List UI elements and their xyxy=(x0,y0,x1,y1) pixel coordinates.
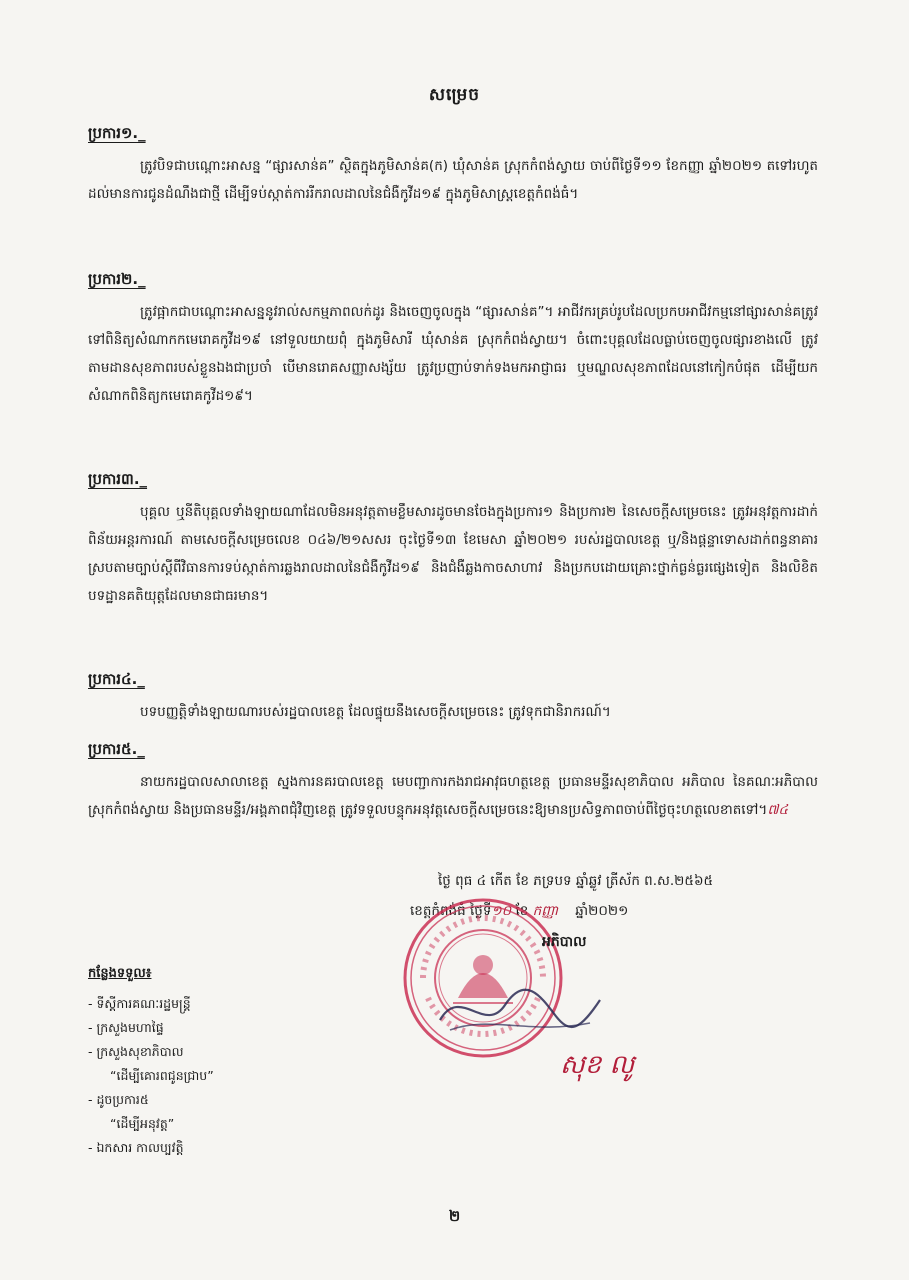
recipient-note: “ដើម្បីអនុវត្ត” xyxy=(110,1116,175,1131)
lunar-date: ថ្ងៃ ពុធ ៤ កើត ខែ ភទ្របទ ឆ្នាំឆ្លូវ ត្រីស័ក ព.ស.២៥៦៥ xyxy=(438,873,714,889)
article-3-heading: ប្រការ៣._ xyxy=(88,470,148,488)
place-date-day: ១០ xyxy=(491,903,512,919)
place-date-year: ឆ្នាំ២០២១ xyxy=(575,903,629,919)
page-number: ២ xyxy=(448,1207,461,1225)
article-3-body: បុគ្គល ឬនីតិបុគ្គលទាំងឡាយណាដែលមិនអនុវត្តតាមខ្លឹមសារដូចមានចែងក្នុងប្រការ១ និងប្រការ២ នៃសេចក្ដីសម្រេចនេះ ត្រូវអនុវត្តការដាក់ពិន័យអន្តរការណ៍ តាមសេចក្ដីសម្រេចលេខ ០៤៦/២១សសរ ចុះថ្ងៃទី១៣ ខែមេសា ឆ្នាំ២០២១ របស់រដ្ឋបាលខេត្ត ឬ/និងផ្តន្ទាទោសដាក់ពន្ធនាគារស្របតាមច្បាប់ស្ដីពីវិធានការទប់ស្កាត់ការឆ្លងរាលដាលនៃជំងឺកូវីដ១៩ និងជំងឺឆ្លងកាចសាហាវ និងប្រកបដោយគ្រោះថ្នាក់ធ្ងន់ធ្ងរផ្សេងទៀត និងលិខិតបទដ្ឋានគតិយុត្តដែលមានជាធរមាន។ xyxy=(88,504,818,604)
recipient-item: - ទីស្ដីការគណៈរដ្ឋមន្ត្រី xyxy=(88,996,191,1011)
article-2-body: ត្រូវផ្អាកជាបណ្ដោះអាសន្ននូវរាល់សកម្មភាពលក់ដូរ និងចេញចូលក្នុង “ផ្សារសាន់គ”។ អាជីវករគ្រប់រូបដែលប្រកបអាជីវកម្មនៅផ្សារសាន់គត្រូវទៅពិនិត្យសំណាកកមេរោគកូវីដ១៩ នៅទួលយាយពុំ ក្នុងភូមិសារី ឃុំសាន់គ ស្រុកកំពង់ស្វាយ។ ចំពោះបុគ្គលដែលធ្លាប់ចេញចូលផ្សារខាងលើ ត្រូវតាមដានសុខភាពរបស់ខ្លួនឯងជាប្រចាំ បើមានរោគសញ្ញាសង្ស័យ ត្រូវប្រញាប់ទាក់ទងមកអាជ្ញាធរ ឬមណ្ឌលសុខភាពដែលនៅកៀកបំផុត ដើម្បីយកសំណាកពិនិត្យកមេរោគកូវីដ១៩។ xyxy=(88,304,818,404)
place-date-prefix: ខេត្តកំពង់ធំ ថ្ងៃទី xyxy=(410,903,492,919)
recipients-list xyxy=(88,992,214,1160)
article-4-heading: ប្រការ៤._ xyxy=(88,670,145,688)
recipient-item: - ក្រសួងសុខាភិបាល xyxy=(88,1044,184,1059)
recipient-note: “ដើម្បីគោរពជូនជ្រាប” xyxy=(110,1068,214,1083)
recipient-item: - ឯកសារ កាលប្បវត្តិ xyxy=(88,1140,184,1155)
article-4-text xyxy=(88,698,818,726)
handwritten-mark: ៧៤ xyxy=(767,802,788,818)
article-1-text xyxy=(88,152,818,208)
recipients-heading: កន្លែងទទួល៖ xyxy=(88,966,152,981)
article-2-text xyxy=(88,298,818,410)
article-5-body: នាយករដ្ឋបាលសាលាខេត្ត ស្នងការនគរបាលខេត្ត មេបញ្ជាការកងរាជអាវុធហត្ថខេត្ត ប្រធានមន្ទីរសុខាភិបាល អភិបាល នៃគណៈអភិបាលស្រុកកំពង់ស្វាយ និងប្រធានមន្ទីរ/អង្គភាពជុំវិញខេត្ត ត្រូវទទួលបន្ទុកអនុវត្តសេចក្តីសម្រេចនេះឱ្យមានប្រសិទ្ធភាពចាប់ពីថ្ងៃចុះហត្ថលេខាតទៅ។ xyxy=(88,774,818,818)
article-5-text xyxy=(88,768,818,824)
article-1-body: ត្រូវបិទជាបណ្ដោះអាសន្ន “ផ្សារសាន់គ” ស្ថិតក្នុងភូមិសាន់គ(ក) ឃុំសាន់គ ស្រុកកំពង់ស្វាយ ចាប់ពីថ្ងៃទី១១ ខែកញ្ញា ឆ្នាំ២០២១ តទៅរហូតដល់មានការជូនដំណឹងជាថ្មី ដើម្បីទប់ស្កាត់ការរីករាលដាលនៃជំងឺកូវីដ១៩ ក្នុងភូមិសាស្ត្រខេត្តកំពង់ធំ។ xyxy=(88,158,818,202)
place-date-month: កញ្ញា xyxy=(532,903,559,919)
recipient-item: - ដូចប្រការ៥ xyxy=(88,1092,149,1107)
place-date-month-label: ខែ xyxy=(515,903,529,919)
article-3-text xyxy=(88,498,818,610)
document-title: សម្រេច xyxy=(428,85,481,105)
article-2-heading: ប្រការ២._ xyxy=(88,270,146,288)
signer-name: សុខ លូ xyxy=(560,1050,635,1080)
signature-scribble xyxy=(430,975,610,1045)
article-4-body: បទបញ្ញត្តិទាំងឡាយណារបស់រដ្ឋបាលខេត្ត ដែលផ្ទុយនឹងសេចក្តីសម្រេចនេះ ត្រូវទុកជានិរាករណ៍។ xyxy=(140,704,611,720)
article-1-heading: ប្រការ១._ xyxy=(88,124,146,142)
article-5-heading: ប្រការ៥._ xyxy=(88,740,145,758)
signer-title: អភិបាល xyxy=(542,934,587,950)
recipient-item: - ក្រសួងមហាផ្ទៃ xyxy=(88,1020,164,1035)
